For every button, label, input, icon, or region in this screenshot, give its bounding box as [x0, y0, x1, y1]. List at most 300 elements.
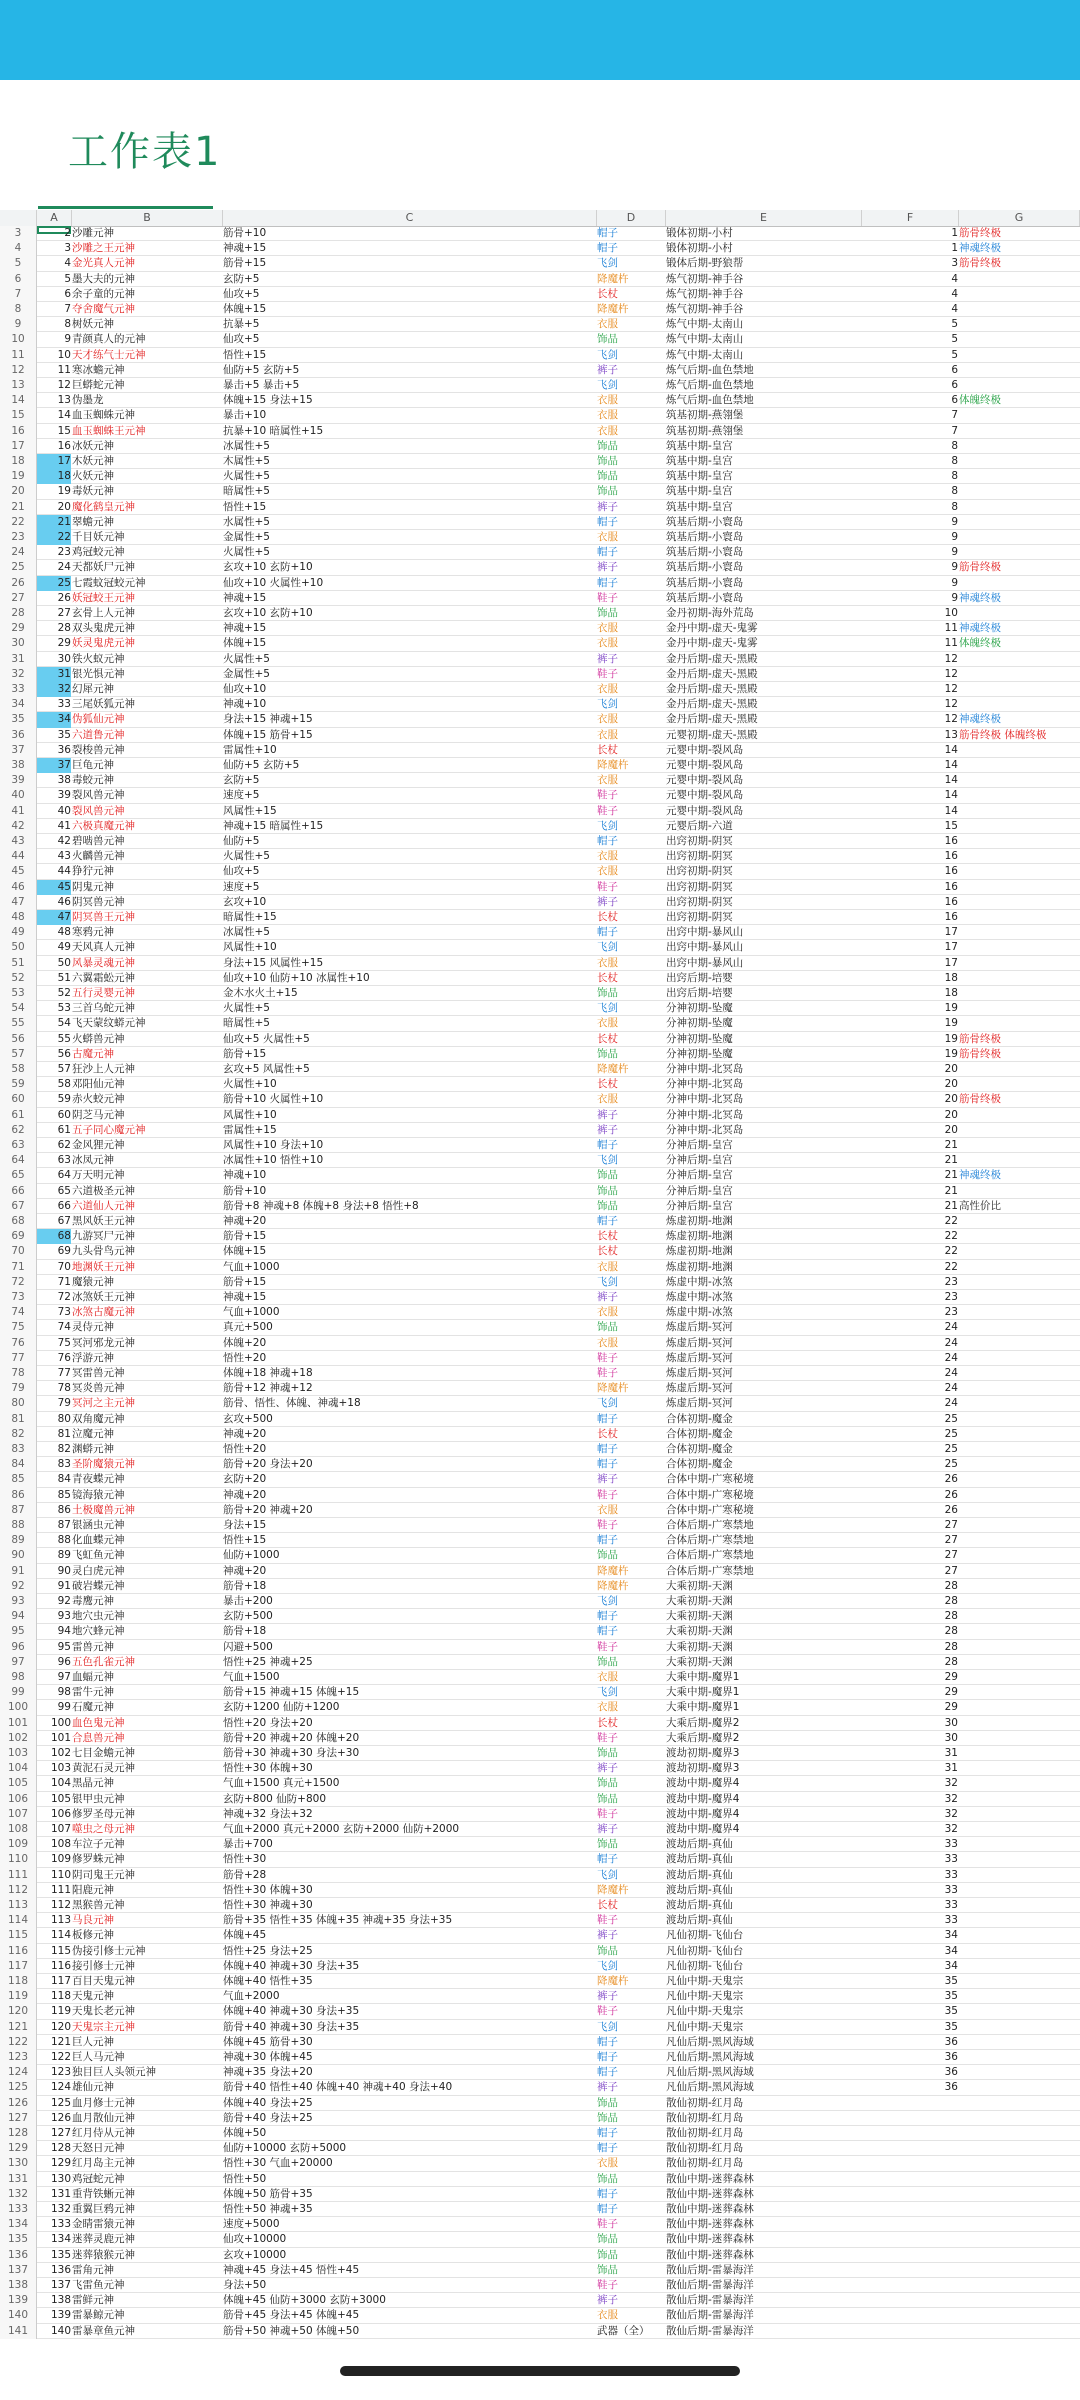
- cell-b[interactable]: 独目巨人头领元神: [72, 2066, 156, 2079]
- cell-a[interactable]: 127: [50, 2127, 71, 2139]
- cell-b[interactable]: 飞虹鱼元神: [72, 1549, 125, 1562]
- cell-f[interactable]: 1: [951, 227, 958, 239]
- cell-a[interactable]: 135: [50, 2248, 71, 2261]
- cell-g[interactable]: [959, 2096, 1080, 2111]
- cell-g[interactable]: [959, 1320, 1080, 1335]
- cell-c[interactable]: 仙防+5: [223, 835, 260, 847]
- cell-e[interactable]: 炼虚后期-冥河: [666, 1367, 733, 1379]
- cell-f[interactable]: 14: [944, 774, 958, 787]
- table-row[interactable]: [0, 819, 1080, 834]
- cell-d[interactable]: 降魔杵: [597, 303, 629, 315]
- cell-d[interactable]: 鞋子: [597, 667, 618, 680]
- cell-e[interactable]: 出窍中期-暴风山: [666, 926, 744, 939]
- cell-e[interactable]: 合体后期-广寒禁地: [666, 1564, 754, 1577]
- cell-f[interactable]: 35: [944, 2005, 958, 2018]
- table-row[interactable]: [0, 1184, 1080, 1199]
- cell-b[interactable]: 裂风兽元神: [72, 804, 125, 817]
- cell-b[interactable]: 黑晶元神: [72, 1777, 114, 1790]
- cell-g[interactable]: [959, 743, 1080, 758]
- cell-g[interactable]: [959, 576, 1080, 591]
- cell-e[interactable]: 分神后期-皇宫: [666, 1154, 733, 1167]
- table-row[interactable]: [0, 636, 1080, 651]
- cell-f[interactable]: 6: [951, 363, 958, 376]
- cell-b[interactable]: 双角魔元神: [72, 1412, 125, 1425]
- cell-g[interactable]: [959, 788, 1080, 803]
- cell-c[interactable]: 神魂+10: [223, 1169, 267, 1182]
- cell-e[interactable]: 炼气中期-太南山: [666, 318, 744, 331]
- cell-g[interactable]: [959, 1488, 1080, 1503]
- table-row[interactable]: [0, 2080, 1080, 2095]
- cell-b[interactable]: 三首乌蛇元神: [72, 1002, 135, 1015]
- cell-e[interactable]: 炼虚中期-冰煞: [666, 1275, 733, 1288]
- cell-b[interactable]: 重背铁蜥元神: [72, 2187, 135, 2200]
- cell-d[interactable]: 衣服: [597, 622, 618, 635]
- cell-a[interactable]: 70: [57, 1260, 71, 1273]
- cell-b[interactable]: 七霞蚊冠蛟元神: [72, 576, 146, 589]
- cell-c[interactable]: 玄攻+10: [223, 895, 267, 908]
- cell-b[interactable]: 五子同心魔元神: [72, 1123, 146, 1136]
- cell-a[interactable]: 19: [57, 485, 71, 498]
- cell-g[interactable]: [959, 2263, 1080, 2278]
- cell-a[interactable]: 95: [57, 1640, 71, 1653]
- cell-d[interactable]: 饰品: [597, 333, 618, 346]
- cell-d[interactable]: 裤子: [597, 1990, 618, 2003]
- table-row[interactable]: [0, 287, 1080, 302]
- cell-b[interactable]: 五行灵婴元神: [72, 987, 135, 999]
- cell-b[interactable]: 巨人元神: [72, 2035, 114, 2048]
- cell-e[interactable]: 锻体初期-小村: [666, 227, 733, 239]
- cell-c[interactable]: 体魄+45 筋骨+30: [223, 2035, 313, 2048]
- cell-d[interactable]: 裤子: [597, 652, 618, 665]
- cell-g[interactable]: [959, 1624, 1080, 1639]
- cell-d[interactable]: 鞋子: [597, 1519, 618, 1531]
- cell-c[interactable]: 风属性+10 身法+10: [223, 1139, 324, 1151]
- cell-a[interactable]: 32: [37, 682, 71, 697]
- cell-e[interactable]: 合体后期-广寒禁地: [666, 1519, 754, 1531]
- cell-d[interactable]: 裤子: [597, 2294, 618, 2307]
- table-row[interactable]: [0, 2172, 1080, 2187]
- cell-d[interactable]: 饰品: [597, 455, 618, 467]
- cell-a[interactable]: 64: [57, 1169, 71, 1182]
- cell-f[interactable]: 28: [944, 1595, 958, 1607]
- cell-g[interactable]: [959, 439, 1080, 454]
- cell-a[interactable]: 123: [50, 2066, 71, 2079]
- cell-c[interactable]: 筋骨+15: [223, 257, 267, 270]
- cell-a[interactable]: 134: [50, 2233, 71, 2246]
- cell-d[interactable]: 飞剑: [597, 348, 618, 361]
- cell-c[interactable]: 体魄+40 神魂+30 身法+35: [223, 1959, 360, 1972]
- cell-d[interactable]: 飞剑: [597, 1154, 618, 1167]
- cell-d[interactable]: 帽子: [597, 1853, 618, 1866]
- cell-b[interactable]: 翠蟾元神: [72, 515, 114, 528]
- cell-c[interactable]: 金属性+5: [223, 531, 270, 543]
- cell-g[interactable]: 神魂终极: [959, 1169, 1001, 1182]
- table-row[interactable]: [0, 2141, 1080, 2156]
- cell-a[interactable]: 56: [57, 1047, 71, 1060]
- cell-c[interactable]: 水属性+5: [223, 515, 270, 528]
- cell-e[interactable]: 合体初期-魔金: [666, 1427, 733, 1440]
- cell-e[interactable]: 凡仙后期-黑风海域: [666, 2081, 754, 2094]
- home-indicator[interactable]: [340, 2366, 740, 2376]
- cell-g[interactable]: [959, 1670, 1080, 1685]
- cell-b[interactable]: 天才练气士元神: [72, 348, 146, 361]
- cell-e[interactable]: 大乘初期-天渊: [666, 1595, 733, 1607]
- cell-d[interactable]: 帽子: [597, 2127, 618, 2139]
- cell-b[interactable]: 天鬼长老元神: [72, 2005, 135, 2018]
- cell-g[interactable]: [959, 1731, 1080, 1746]
- table-row[interactable]: [0, 2232, 1080, 2247]
- cell-a[interactable]: 34: [37, 712, 71, 727]
- cell-f[interactable]: 16: [944, 850, 958, 863]
- cell-e[interactable]: 大乘初期-天渊: [666, 1610, 733, 1623]
- cell-c[interactable]: 神魂+15: [223, 242, 267, 255]
- table-row[interactable]: [0, 1716, 1080, 1731]
- cell-b[interactable]: 合息兽元神: [72, 1731, 125, 1744]
- cell-a[interactable]: 109: [50, 1853, 71, 1866]
- cell-a[interactable]: 37: [37, 758, 71, 773]
- table-row[interactable]: [0, 2156, 1080, 2171]
- cell-e[interactable]: 大乘中期-魔界1: [666, 1701, 740, 1714]
- cell-a[interactable]: 38: [57, 774, 71, 787]
- cell-a[interactable]: 62: [57, 1139, 71, 1151]
- cell-a[interactable]: 139: [50, 2309, 71, 2322]
- cell-d[interactable]: 长杖: [597, 287, 618, 300]
- cell-c[interactable]: 悟性+50: [223, 2172, 267, 2185]
- cell-g[interactable]: [959, 773, 1080, 788]
- cell-b[interactable]: 巨人马元神: [72, 2051, 125, 2063]
- cell-e[interactable]: 散仙初期-红月岛: [666, 2157, 744, 2170]
- cell-f[interactable]: 15: [944, 819, 958, 832]
- cell-e[interactable]: 大乘初期-天渊: [666, 1625, 733, 1638]
- cell-g[interactable]: [959, 1336, 1080, 1351]
- cell-b[interactable]: 巨龟元神: [72, 759, 114, 771]
- cell-g[interactable]: [959, 1184, 1080, 1199]
- cell-f[interactable]: 24: [944, 1321, 958, 1334]
- cell-f[interactable]: [862, 2263, 958, 2278]
- cell-f[interactable]: 1: [951, 242, 958, 255]
- cell-d[interactable]: 饰品: [597, 2096, 618, 2109]
- cell-f[interactable]: 28: [944, 1579, 958, 1592]
- cell-f[interactable]: 33: [944, 1914, 958, 1927]
- cell-b[interactable]: 裂梭兽元神: [72, 743, 125, 756]
- cell-d[interactable]: 帽子: [597, 1534, 618, 1547]
- cell-d[interactable]: 帽子: [597, 835, 618, 847]
- table-row[interactable]: [0, 1883, 1080, 1898]
- cell-e[interactable]: 炼虚中期-冰煞: [666, 1306, 733, 1319]
- cell-f[interactable]: 32: [944, 1807, 958, 1820]
- cell-e[interactable]: 渡劫中期-魔界4: [666, 1792, 740, 1805]
- cell-f[interactable]: 36: [944, 2066, 958, 2079]
- table-row[interactable]: [0, 1594, 1080, 1609]
- cell-f[interactable]: [862, 2156, 958, 2171]
- cell-g[interactable]: [959, 2187, 1080, 2202]
- cell-a[interactable]: 71: [57, 1275, 71, 1288]
- cell-a[interactable]: 3: [64, 242, 71, 255]
- cell-b[interactable]: 火妖元神: [72, 470, 114, 483]
- cell-e[interactable]: 散仙初期-红月岛: [666, 2142, 744, 2155]
- cell-f[interactable]: 17: [944, 956, 958, 969]
- cell-g[interactable]: [959, 515, 1080, 530]
- cell-d[interactable]: 帽子: [597, 1625, 618, 1638]
- cell-a[interactable]: 27: [57, 607, 71, 619]
- cell-f[interactable]: 25: [944, 1458, 958, 1471]
- cell-d[interactable]: 裤子: [597, 1929, 618, 1942]
- cell-f[interactable]: 36: [944, 2081, 958, 2094]
- cell-b[interactable]: 黑猴兽元神: [72, 1899, 125, 1911]
- cell-e[interactable]: 炼虚后期-冥河: [666, 1336, 733, 1349]
- cell-g[interactable]: [959, 2065, 1080, 2080]
- cell-e[interactable]: 散仙初期-红月岛: [666, 2127, 744, 2139]
- cell-g[interactable]: [959, 500, 1080, 515]
- cell-a[interactable]: 5: [64, 272, 71, 285]
- cell-c[interactable]: 筋骨+18: [223, 1579, 267, 1592]
- cell-g[interactable]: [959, 1868, 1080, 1883]
- cell-f[interactable]: 27: [944, 1549, 958, 1562]
- cell-f[interactable]: 6: [951, 379, 958, 391]
- cell-e[interactable]: 炼虚初期-地渊: [666, 1260, 733, 1273]
- table-row[interactable]: [0, 378, 1080, 393]
- cell-f[interactable]: 20: [944, 1063, 958, 1075]
- cell-b[interactable]: 火蟒兽元神: [72, 1032, 125, 1045]
- cell-b[interactable]: 噬虫之母元神: [72, 1823, 135, 1835]
- cell-a[interactable]: 45: [37, 880, 71, 895]
- cell-f[interactable]: 26: [944, 1473, 958, 1486]
- cell-f[interactable]: 29: [944, 1671, 958, 1683]
- cell-e[interactable]: 元婴中期-裂风岛: [666, 759, 744, 771]
- table-row[interactable]: [0, 1336, 1080, 1351]
- cell-g[interactable]: 神魂终极: [959, 713, 1001, 726]
- cell-g[interactable]: [959, 1457, 1080, 1472]
- table-row[interactable]: [0, 1108, 1080, 1123]
- cell-b[interactable]: 血玉蜘蛛元神: [72, 409, 135, 422]
- cell-g[interactable]: [959, 1396, 1080, 1411]
- cell-g[interactable]: [959, 332, 1080, 347]
- cell-b[interactable]: 裂风兽元神: [72, 789, 125, 802]
- cell-f[interactable]: 19: [944, 1047, 958, 1060]
- cell-f[interactable]: [862, 2248, 958, 2263]
- cell-c[interactable]: 身法+15: [223, 1519, 267, 1531]
- cell-g[interactable]: [959, 606, 1080, 621]
- cell-d[interactable]: 飞剑: [597, 941, 618, 954]
- cell-g[interactable]: [959, 819, 1080, 834]
- cell-d[interactable]: 武器（全）: [597, 2324, 650, 2337]
- cell-e[interactable]: 分神中期-北冥岛: [666, 1078, 744, 1091]
- cell-a[interactable]: 103: [50, 1762, 71, 1775]
- cell-d[interactable]: 鞋子: [597, 1640, 618, 1653]
- cell-d[interactable]: 衣服: [597, 1260, 618, 1273]
- cell-f[interactable]: 8: [951, 455, 958, 467]
- cell-a[interactable]: 66: [57, 1199, 71, 1212]
- cell-a[interactable]: 61: [57, 1123, 71, 1136]
- cell-g[interactable]: [959, 484, 1080, 499]
- cell-g[interactable]: [959, 1016, 1080, 1031]
- cell-g[interactable]: [959, 408, 1080, 423]
- cell-e[interactable]: 金丹中期-虚天-鬼雾: [666, 622, 758, 635]
- cell-c[interactable]: 真元+500: [223, 1321, 273, 1334]
- cell-e[interactable]: 凡仙后期-黑风海域: [666, 2035, 754, 2048]
- cell-c[interactable]: 雷属性+10: [223, 743, 277, 756]
- cell-g[interactable]: [959, 1640, 1080, 1655]
- cell-g[interactable]: [959, 880, 1080, 895]
- cell-g[interactable]: [959, 1533, 1080, 1548]
- cell-g[interactable]: [959, 849, 1080, 864]
- table-row[interactable]: [0, 1457, 1080, 1472]
- cell-b[interactable]: 地穴虫元神: [72, 1610, 125, 1623]
- table-row[interactable]: [0, 1685, 1080, 1700]
- cell-d[interactable]: 飞剑: [597, 698, 618, 711]
- cell-d[interactable]: 飞剑: [597, 2020, 618, 2033]
- cell-e[interactable]: 炼气中期-太南山: [666, 348, 744, 361]
- cell-d[interactable]: 帽子: [597, 1139, 618, 1151]
- cell-e[interactable]: 渡劫中期-魔界4: [666, 1807, 740, 1820]
- cell-g[interactable]: 高性价比: [959, 1199, 1001, 1212]
- cell-g[interactable]: [959, 1548, 1080, 1563]
- cell-a[interactable]: 22: [37, 530, 71, 545]
- cell-e[interactable]: 元婴中期-裂风岛: [666, 804, 744, 817]
- cell-d[interactable]: 饰品: [597, 1549, 618, 1562]
- cell-f[interactable]: 9: [951, 546, 958, 559]
- cell-f[interactable]: [862, 2308, 958, 2323]
- table-row[interactable]: [0, 1746, 1080, 1761]
- cell-b[interactable]: 火麟兽元神: [72, 850, 125, 863]
- cell-g[interactable]: [959, 317, 1080, 332]
- cell-e[interactable]: 凡仙中期-天鬼宗: [666, 2005, 744, 2018]
- cell-a[interactable]: 81: [57, 1427, 71, 1440]
- cell-g[interactable]: [959, 424, 1080, 439]
- cell-f[interactable]: 26: [944, 1503, 958, 1516]
- cell-g[interactable]: [959, 1244, 1080, 1259]
- cell-g[interactable]: [959, 1837, 1080, 1852]
- cell-d[interactable]: 鞋子: [597, 789, 618, 802]
- cell-c[interactable]: 悟性+30 神魂+30: [223, 1899, 313, 1911]
- table-row[interactable]: [0, 469, 1080, 484]
- cell-c[interactable]: 体魄+15 筋骨+15: [223, 728, 313, 741]
- cell-c[interactable]: 体魄+20: [223, 1336, 267, 1349]
- cell-e[interactable]: 散仙中期-迷葬森林: [666, 2187, 754, 2200]
- cell-a[interactable]: 92: [57, 1595, 71, 1607]
- cell-e[interactable]: 凡仙中期-天鬼宗: [666, 2020, 744, 2033]
- cell-f[interactable]: 4: [951, 303, 958, 315]
- cell-b[interactable]: 红月岛主元神: [72, 2157, 135, 2170]
- cell-g[interactable]: [959, 1138, 1080, 1153]
- table-row[interactable]: [0, 2248, 1080, 2263]
- cell-a[interactable]: 29: [57, 637, 71, 650]
- cell-f[interactable]: 28: [944, 1640, 958, 1653]
- cell-a[interactable]: 115: [50, 1944, 71, 1957]
- cell-c[interactable]: 筋骨+50 神魂+50 体魄+50: [223, 2324, 360, 2337]
- cell-e[interactable]: 出窍初期-阴冥: [666, 880, 733, 893]
- cell-b[interactable]: 冥河之主元神: [72, 1397, 135, 1410]
- cell-f[interactable]: 9: [951, 576, 958, 589]
- cell-c[interactable]: 体魄+50: [223, 2127, 267, 2139]
- cell-f[interactable]: 35: [944, 1975, 958, 1987]
- table-row[interactable]: [0, 1564, 1080, 1579]
- cell-g[interactable]: 体魄终极: [959, 637, 1001, 650]
- cell-f[interactable]: 24: [944, 1382, 958, 1395]
- cell-g[interactable]: [959, 1898, 1080, 1913]
- table-row[interactable]: [0, 1959, 1080, 1974]
- cell-b[interactable]: 接引修士元神: [72, 1959, 135, 1972]
- cell-c[interactable]: 悟性+20: [223, 1351, 267, 1364]
- cell-f[interactable]: 30: [944, 1731, 958, 1744]
- cell-c[interactable]: 玄攻+10 玄防+10: [223, 607, 313, 619]
- table-row[interactable]: [0, 1381, 1080, 1396]
- cell-f[interactable]: 34: [944, 1929, 958, 1942]
- column-header-d[interactable]: D: [597, 210, 666, 226]
- cell-c[interactable]: 神魂+45 身法+45 悟性+45: [223, 2263, 360, 2276]
- cell-a[interactable]: 106: [50, 1807, 71, 1820]
- cell-e[interactable]: 金丹中期-虚天-鬼雾: [666, 637, 758, 650]
- cell-f[interactable]: 24: [944, 1367, 958, 1379]
- cell-e[interactable]: 元婴初期-虚天-黑殿: [666, 728, 758, 741]
- cell-b[interactable]: 六道极圣元神: [72, 1184, 135, 1197]
- cell-f[interactable]: 11: [944, 622, 958, 635]
- cell-f[interactable]: 26: [944, 1488, 958, 1501]
- cell-g[interactable]: [959, 1792, 1080, 1807]
- cell-c[interactable]: 仙防+10000 玄防+5000: [223, 2142, 347, 2155]
- cell-b[interactable]: 冰煞妖王元神: [72, 1291, 135, 1303]
- table-row[interactable]: [0, 1731, 1080, 1746]
- cell-d[interactable]: 帽子: [597, 1443, 618, 1455]
- table-row[interactable]: [0, 1168, 1080, 1183]
- cell-f[interactable]: 5: [951, 333, 958, 346]
- cell-g[interactable]: [959, 2035, 1080, 2050]
- cell-b[interactable]: 夺舍魔气元神: [72, 303, 135, 315]
- cell-d[interactable]: 帽子: [597, 1458, 618, 1471]
- cell-g[interactable]: [959, 545, 1080, 560]
- cell-b[interactable]: 九头骨鸟元神: [72, 1245, 135, 1258]
- cell-d[interactable]: 鞋子: [597, 1807, 618, 1820]
- cell-c[interactable]: 暗属性+15: [223, 911, 277, 923]
- cell-d[interactable]: 鞋子: [597, 2218, 618, 2231]
- cell-e[interactable]: 筑基后期-小寰岛: [666, 591, 744, 604]
- cell-g[interactable]: [959, 1716, 1080, 1731]
- cell-a[interactable]: 65: [57, 1184, 71, 1197]
- cell-c[interactable]: 筋骨+20 神魂+20 体魄+20: [223, 1731, 360, 1744]
- table-row[interactable]: [0, 2324, 1080, 2339]
- cell-e[interactable]: 大乘中期-魔界1: [666, 1686, 740, 1699]
- cell-c[interactable]: 速度+5: [223, 789, 260, 802]
- cell-c[interactable]: 体魄+15: [223, 1245, 267, 1258]
- table-row[interactable]: [0, 591, 1080, 606]
- cell-b[interactable]: 寒冰蟾元神: [72, 363, 125, 376]
- cell-a[interactable]: 33: [57, 698, 71, 711]
- cell-b[interactable]: 灵白虎元神: [72, 1564, 125, 1577]
- cell-g[interactable]: [959, 2202, 1080, 2217]
- table-row[interactable]: [0, 2111, 1080, 2126]
- cell-f[interactable]: 24: [944, 1397, 958, 1410]
- table-row[interactable]: [0, 834, 1080, 849]
- cell-f[interactable]: [862, 2293, 958, 2308]
- cell-f[interactable]: 12: [944, 713, 958, 726]
- cell-a[interactable]: 73: [57, 1306, 71, 1319]
- cell-c[interactable]: 神魂+10: [223, 698, 267, 711]
- cell-c[interactable]: 筋骨+10 火属性+10: [223, 1093, 324, 1106]
- cell-a[interactable]: 84: [57, 1473, 71, 1486]
- table-row[interactable]: [0, 2202, 1080, 2217]
- cell-e[interactable]: 分神中期-北冥岛: [666, 1108, 744, 1121]
- cell-d[interactable]: 帽子: [597, 1215, 618, 1227]
- cell-b[interactable]: 阴冥兽元神: [72, 895, 125, 908]
- table-row[interactable]: [0, 697, 1080, 712]
- cell-f[interactable]: 20: [944, 1078, 958, 1091]
- cell-c[interactable]: 神魂+30 体魄+45: [223, 2051, 313, 2063]
- cell-b[interactable]: 雷角元神: [72, 2263, 114, 2276]
- cell-b[interactable]: 破岩蝶元神: [72, 1579, 125, 1592]
- cell-f[interactable]: 16: [944, 895, 958, 908]
- cell-c[interactable]: 筋骨+8 神魂+8 体魄+8 身法+8 悟性+8: [223, 1199, 419, 1212]
- cell-e[interactable]: 分神中期-北冥岛: [666, 1063, 744, 1075]
